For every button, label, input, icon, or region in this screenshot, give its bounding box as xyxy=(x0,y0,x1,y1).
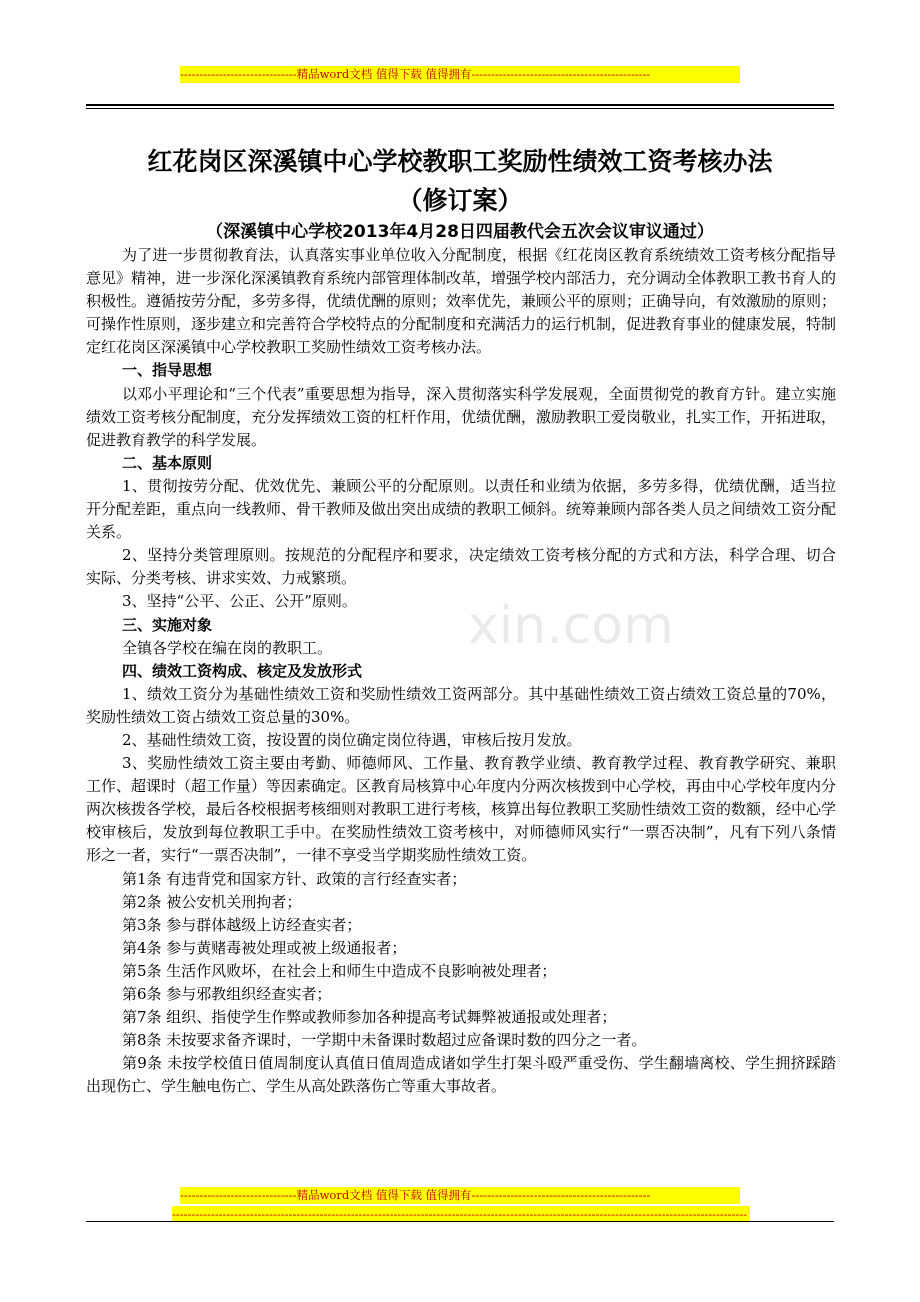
body-paragraph: 3、奖励性绩效工资主要由考勤、师德师风、工作量、教育教学业绩、教育教学过程、教育教学研究、兼职工作、超课时（超工作量）等因素确定。区教育局核算中心年度内分两次核拨到中心学校，再由中心学校年度内分两次核拨各学校，最后各校根据考核细则对教职工进行考核，核算出每位教职工奖励性绩效工资的数额，经中心学校审核后，发放到每位教职工手中。在奖励性绩效工资考核中，对师德师风实行“一票否决制”，凡有下列八条情形之一者，实行“一票否决制”，一律不享受当学期奖励性绩效工资。 xyxy=(86,754,837,865)
document-subtitle: （深溪镇中心学校2013年4月28日四届教代会五次会议审议通过） xyxy=(206,222,714,242)
footer-banner-dashes: ---------------------------------------------------------------------------------------------------------------------------------------------------- xyxy=(172,1206,750,1222)
footer-rule xyxy=(86,1221,834,1222)
body-paragraph: 3、坚持“公平、公正、公开”原则。 xyxy=(122,592,357,611)
rule-item: 第3条 参与群体越级上访经查实者； xyxy=(122,915,362,934)
body-paragraph: 全镇各学校在编在岗的教职工。 xyxy=(122,638,333,657)
document-body xyxy=(86,244,836,1098)
rule-item: 第1条 有违背党和国家方针、政策的言行经查实者； xyxy=(122,869,467,888)
document-title: 红花岗区深溪镇中心学校教职工奖励性绩效工资考核办法 xyxy=(147,147,773,176)
body-paragraph: 1、贯彻按劳分配、优效优先、兼顾公平的分配原则。以责任和业绩为依据，多劳多得，优绩优酬，适当拉开分配差距，重点向一线教师、骨干教师及做出突出成绩的教职工倾斜。统筹兼顾内部各类人员之间绩效工资分配关系。 xyxy=(86,476,837,542)
body-paragraph: 1、绩效工资分为基础性绩效工资和奖励性绩效工资两部分。其中基础性绩效工资占绩效工资总量的70%，奖励性绩效工资占绩效工资总量的30%。 xyxy=(86,684,836,726)
body-paragraph: 以邓小平理论和“三个代表”重要思想为指导，深入贯彻落实科学发展观，全面贯彻党的教育方针。建立实施绩效工资考核分配制度，充分发挥绩效工资的杠杆作用，优绩优酬，激励教职工爱岗敬业，扎实工作，开拓进取，促进教育教学的科学发展。 xyxy=(86,384,837,449)
rule-item: 第4条 参与黄赌毒被处理或被上级通报者； xyxy=(122,938,407,957)
section-heading: 二、基本原则 xyxy=(122,453,213,472)
body-paragraph: 2、坚持分类管理原则。按规范的分配程序和要求，决定绩效工资考核分配的方式和方法，科学合理、切合实际、分类考核、讲求实效、力戒繁琐。 xyxy=(86,546,836,588)
section-heading: 一、指导思想 xyxy=(122,361,213,380)
rule-item: 第9条 未按学校值日值周制度认真值日值周造成诸如学生打架斗殴严重受伤、学生翻墙离校、学生拥挤踩踏出现伤亡、学生触电伤亡、学生从高处跌落伤亡等重大事故者。 xyxy=(86,1054,836,1096)
header-rule-thick xyxy=(86,104,834,106)
rule-item: 第7条 组织、指使学生作弊或教师参加各种提高考试舞弊被通报或处理者； xyxy=(122,1008,617,1027)
header-banner: ------------------------------精品word文档 值得下载 值得拥有---------------------------------------------- xyxy=(180,66,740,83)
body-paragraph: 2、基础性绩效工资，按设置的岗位确定岗位待遇，审核后按月发放。 xyxy=(122,730,582,749)
watermark: xin.com xyxy=(468,596,674,656)
header-rule-thin xyxy=(86,108,834,109)
rule-item: 第8条 未按要求备齐课时，一学期中未备课时数超过应备课时数的四分之一者。 xyxy=(122,1031,647,1050)
section-heading: 三、实施对象 xyxy=(122,615,213,634)
footer-banner: ------------------------------精品word文档 值得下载 值得拥有---------------------------------------------- xyxy=(180,1187,740,1204)
section-heading: 四、绩效工资构成、核定及发放形式 xyxy=(122,661,363,680)
rule-item: 第5条 生活作风败坏，在社会上和师生中造成不良影响被处理者； xyxy=(122,961,557,980)
intro-paragraph: 为了进一步贯彻教育法，认真落实事业单位收入分配制度，根据《红花岗区教育系统绩效工资考核分配指导意见》精神，进一步深化深溪镇教育系统内部管理体制改革，增强学校内部活力，充分调动全体教职工教书育人的积极性。遵循按劳分配，多劳多得，优绩优酬的原则；效率优先，兼顾公平的原则；正确导向，有效激励的原则；可操作性原则，逐步建立和完善符合学校特点的分配制度和充满活力的运行机制，促进教育事业的健康发展，特制定红花岗区深溪镇中心学校教职工奖励性绩效工资考核办法。 xyxy=(86,246,837,357)
rule-item: 第6条 参与邪教组织经查实者； xyxy=(122,985,332,1003)
rule-item: 第2条 被公安机关刑拘者； xyxy=(122,892,302,911)
document-title-suffix: （修订案） xyxy=(397,186,523,215)
